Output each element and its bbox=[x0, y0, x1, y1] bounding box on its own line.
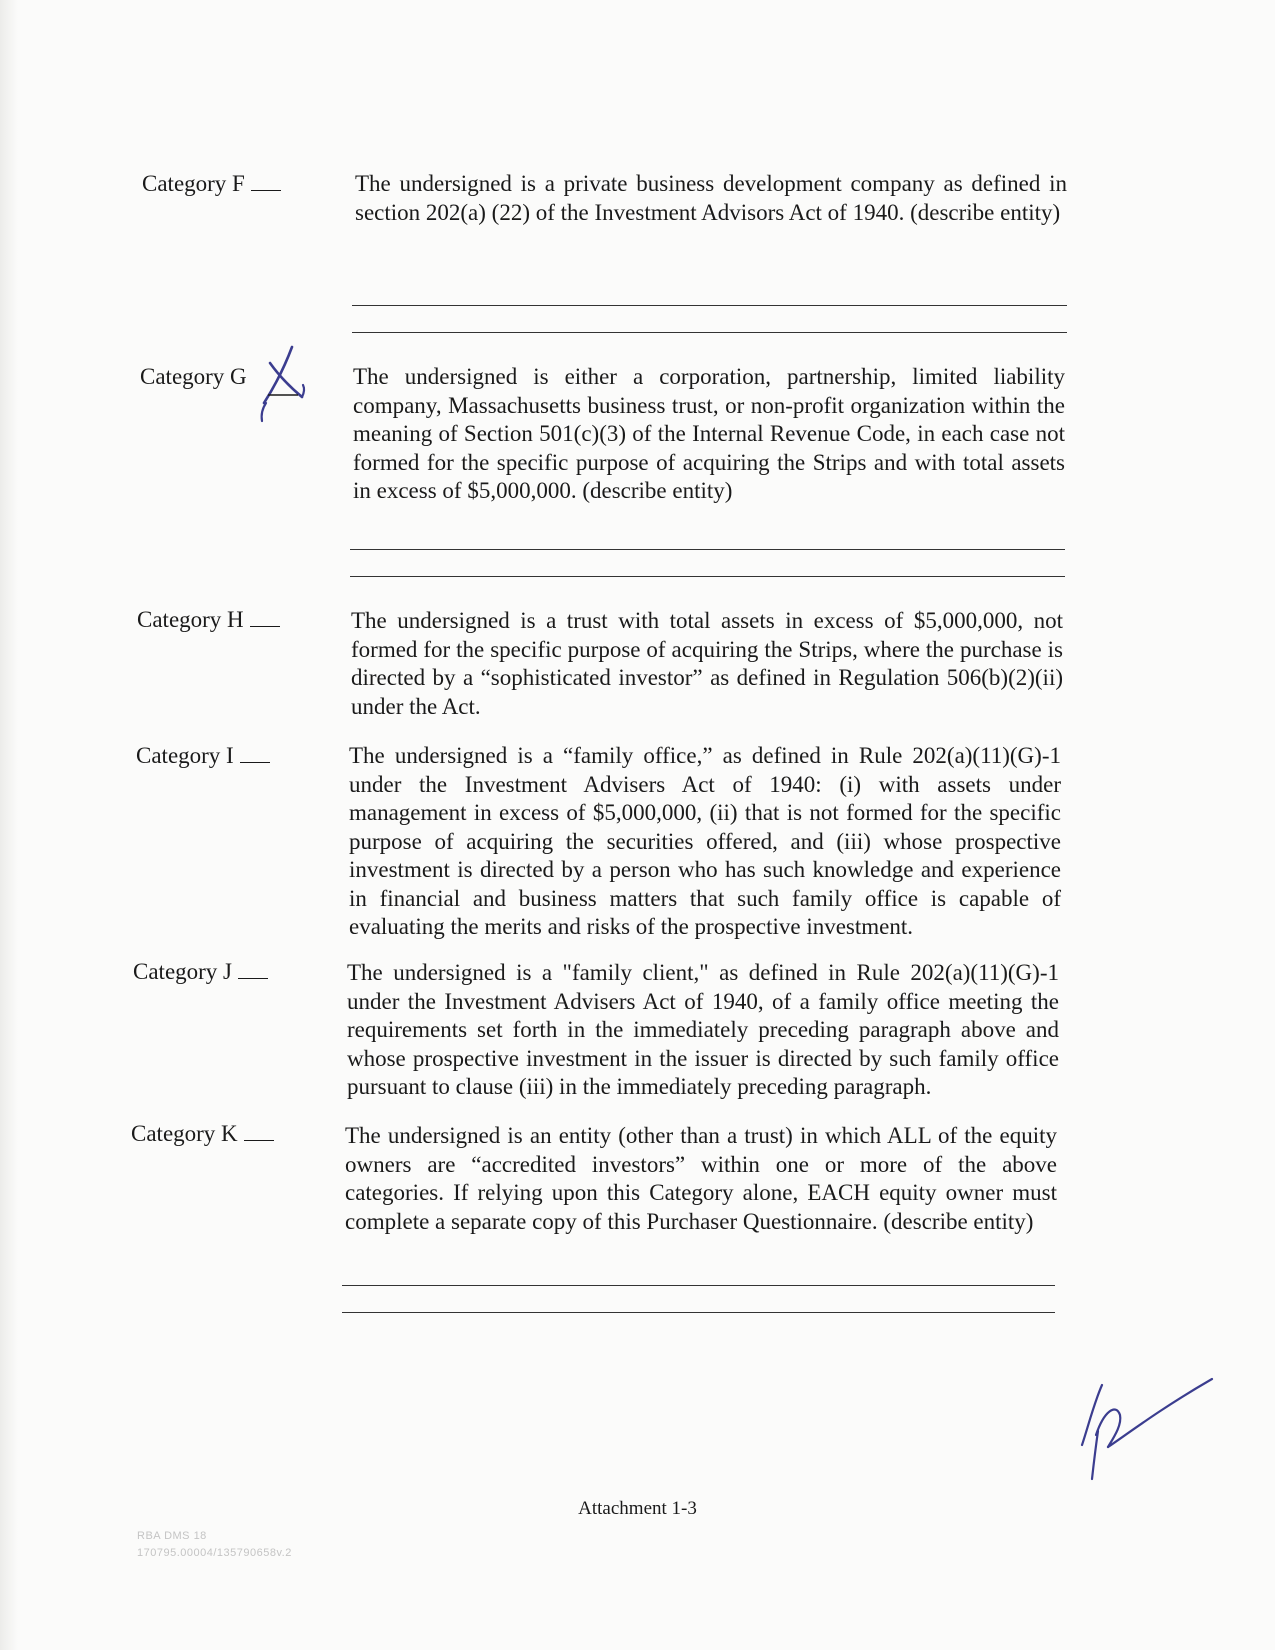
category-f-text: The undersigned is a private business development company as defined in section 202(a) (22) of the Investment Advisors Act of 1940. (describe entity) bbox=[355, 171, 1067, 225]
category-f-label: Category F bbox=[142, 170, 281, 198]
category-g-checkmark-x bbox=[258, 345, 318, 425]
category-k-text: The undersigned is an entity (other than a trust) in which ALL of the equity owners are “accredited investors” within one or more of the above categories. If relying upon this Category alone, EACH equity owner must complete a separate copy of this Purchaser Questionnaire. (describe entity) bbox=[345, 1123, 1057, 1234]
category-g-text: The undersigned is either a corporation, partnership, limited liability company, Massachusetts business trust, or non-profit organization within the meaning of Section 501(c)(3) of the Internal Revenue Code, in each case not formed for the specific purpose of acquiring the Strips and with total assets in excess of $5,000,000. (describe entity) bbox=[353, 364, 1065, 503]
category-j-label: Category J bbox=[133, 958, 268, 986]
category-j-blank bbox=[238, 958, 268, 979]
category-h-blank bbox=[250, 606, 280, 627]
category-i-blank bbox=[240, 742, 270, 763]
scan-edge-shadow bbox=[0, 0, 18, 1650]
category-j-text: The undersigned is a "family client," as defined in Rule 202(a)(11)(G)-1 under the Investment Advisers Act of 1940, of a family office meeting the requirements set forth in the immediately preceding paragraph above and whose prospective investment in the issuer is directed by such family office pursuant to clause (iii) in the immediately preceding paragraph. bbox=[347, 960, 1059, 1099]
category-g-line-2 bbox=[350, 576, 1065, 577]
page-footer-label: Attachment 1-3 bbox=[578, 1498, 697, 1519]
category-k-line-2 bbox=[342, 1312, 1055, 1313]
initials-signature bbox=[1080, 1375, 1230, 1495]
document-id-line-1: RBA DMS 18 bbox=[137, 1530, 207, 1542]
category-k-label: Category K bbox=[131, 1120, 274, 1148]
category-f-blank bbox=[251, 170, 281, 191]
document-id-stamp bbox=[137, 1528, 292, 1562]
category-g-label: Category G bbox=[140, 364, 247, 389]
category-h-text: The undersigned is a trust with total assets in excess of $5,000,000, not formed for the specific purpose of acquiring the Strips, where the purchase is directed by a “sophisticated investor” as defined in Regulation 506(b)(2)(ii) under the Act. bbox=[351, 608, 1063, 719]
category-h-label: Category H bbox=[137, 606, 280, 634]
category-k-line-1 bbox=[342, 1285, 1055, 1286]
category-f-line-2 bbox=[352, 332, 1067, 333]
category-i-text: The undersigned is a “family office,” as defined in Rule 202(a)(11)(G)-1 under the Investment Advisers Act of 1940: (i) with assets under management in excess of $5,000,000, (ii) that is not formed for the specific purpose of acquiring the securities offered, and (iii) whose prospective investment is directed by a person who has such knowledge and experience in financial and business matters that such family office is capable of evaluating the merits and risks of the prospective investment. bbox=[349, 743, 1061, 939]
category-k-blank bbox=[244, 1120, 274, 1141]
category-i-label: Category I bbox=[136, 742, 270, 770]
category-g-line-1 bbox=[350, 549, 1065, 550]
category-f-line-1 bbox=[352, 305, 1067, 306]
document-id-line-2: 170795.00004/135790658v.2 bbox=[137, 1547, 292, 1559]
